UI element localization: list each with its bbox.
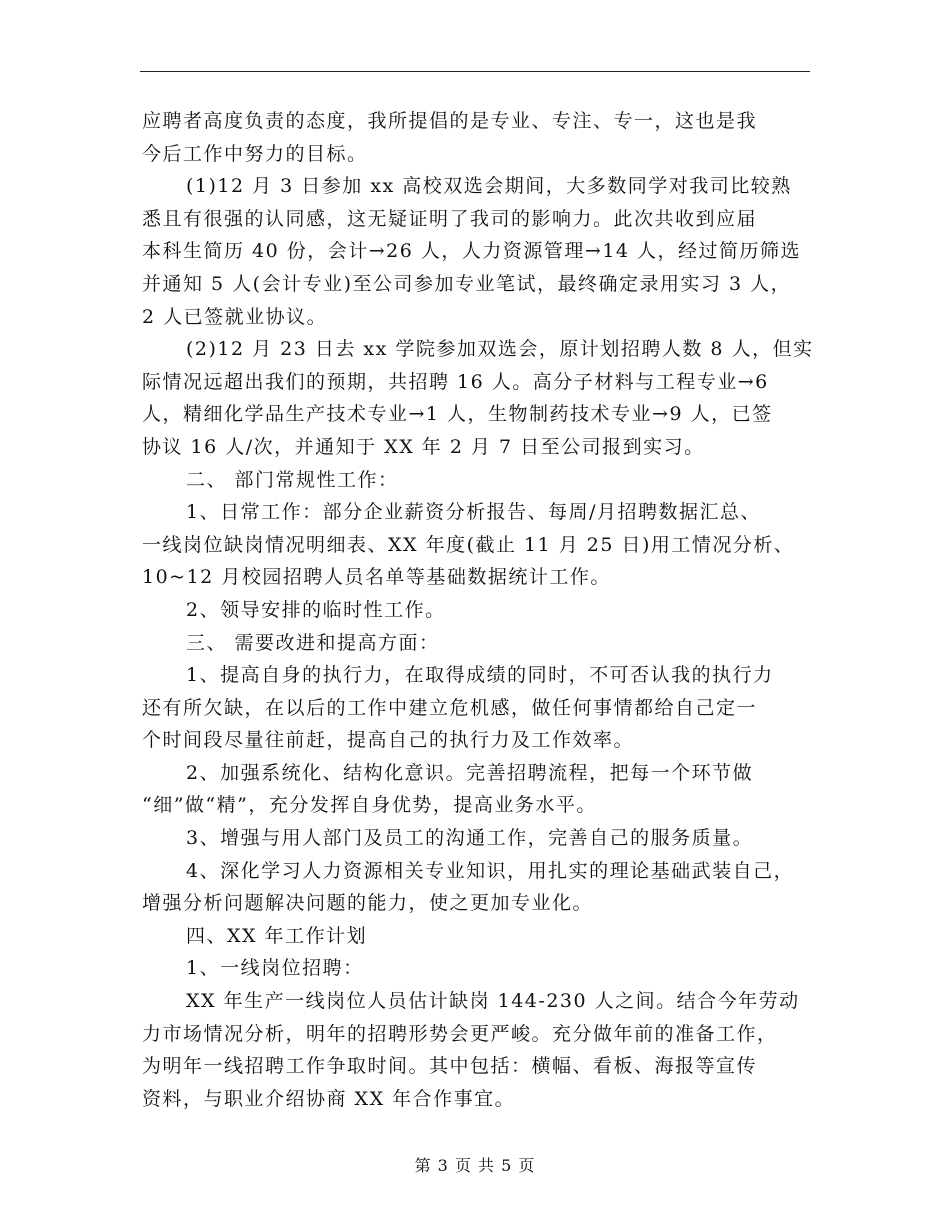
text-line: 还有所欠缺，在以后的工作中建立危机感，做任何事情都给自己定一 (142, 696, 758, 719)
text-line: 为明年一线招聘工作争取时间。其中包括：横幅、看板、海报等宣传 (142, 1055, 758, 1078)
text-line: 力市场情况分析，明年的招聘形势会更严峻。充分做年前的准备工作， (142, 1022, 778, 1045)
text-line: 3、增强与用人部门及员工的沟通工作，完善自己的服务质量。 (186, 827, 754, 850)
text-line: 10~12 月校园招聘人员名单等基础数据统计工作。 (142, 566, 611, 589)
text-line: 并通知 5 人(会计专业)至公司参加专业笔试，最终确定录用实习 3 人， (142, 272, 792, 295)
text-line: 增强分析问题解决问题的能力，使之更加专业化。 (142, 892, 594, 915)
text-line: 2、加强系统化、结构化意识。完善招聘流程，把每一个环节做 (186, 761, 754, 784)
text-line: 一线岗位缺岗情况明细表、XX 年度(截止 11 月 25 日)用工情况分析、 (142, 533, 795, 556)
text-line: 资料，与职业介绍协商 XX 年合作事宜。 (142, 1087, 516, 1110)
text-line: 今后工作中努力的目标。 (142, 142, 368, 165)
text-line: 四、XX 年工作计划 (186, 924, 368, 947)
page-footer: 第 3 页 共 5 页 (414, 1156, 536, 1175)
text-line: 1、提高自身的执行力，在取得成绩的同时，不可否认我的执行力 (186, 664, 774, 687)
text-line: 1、日常工作：部分企业薪资分析报告、每周/月招聘数据汇总、 (186, 501, 761, 524)
text-line: 应聘者高度负责的态度，我所提倡的是专业、专注、专一，这也是我 (142, 110, 758, 132)
text-line: 2、领导安排的临时性工作。 (186, 598, 446, 621)
text-line: 协议 16 人/次，并通知于 XX 年 2 月 7 日至公司报到实习。 (142, 435, 705, 458)
text-line: “细”做“精”，充分发挥自身优势，提高业务水平。 (142, 794, 597, 817)
text-line: 二、 部门常规性工作： (186, 468, 399, 491)
text-line: 际情况远超出我们的预期，共招聘 16 人。高分子材料与工程专业→6 (142, 370, 769, 393)
text-line: (2)12 月 23 日去 xx 学院参加双选会，原计划招聘人数 8 人，但实 (186, 338, 814, 361)
document-body (142, 105, 822, 1115)
text-line: 1、一线岗位招聘： (186, 957, 364, 980)
text-line: 个时间段尽量往前赶，提高自己的执行力及工作效率。 (142, 729, 635, 752)
text-line: XX 年生产一线岗位人员估计缺岗 144-230 人之间。结合今年劳动 (186, 990, 800, 1013)
text-line: 悉且有很强的认同感，这无疑证明了我司的影响力。此次共收到应届 (142, 207, 758, 230)
text-line: 4、深化学习人力资源相关专业知识，用扎实的理论基础武装自己， (186, 859, 795, 882)
text-line: 本科生简历 40 份，会计→26 人，人力资源管理→14 人，经过简历筛选 (142, 240, 802, 263)
header-rule (140, 71, 810, 72)
text-line: 人，精细化学品生产技术专业→1 人，生物制药技术专业→9 人，已签 (142, 403, 773, 426)
text-line: 2 人已签就业协议。 (142, 305, 328, 328)
text-line: (1)12 月 3 日参加 xx 高校双选会期间，大多数同学对我司比较熟 (186, 175, 792, 198)
text-line: 三、 需要改进和提高方面： (186, 631, 440, 654)
